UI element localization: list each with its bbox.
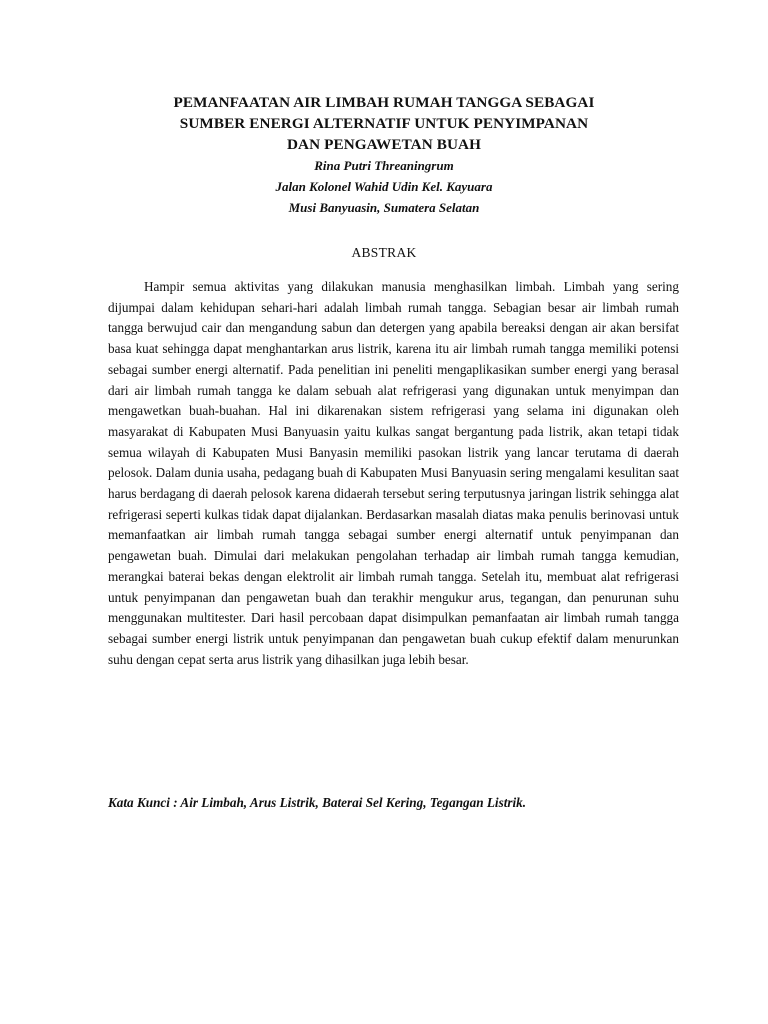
abstract-body: Hampir semua aktivitas yang dilakukan manusia menghasilkan limbah. Limbah yang sering dijumpai dalam kehidupan sehari-hari adalah limbah rumah tangga. Sebagian besar air limbah rumah tangga berwujud cair dan mengandung sabun dan detergen yang apabila bereaksi dengan air akan bersifat basa kuat sehingga dapat menghantarkan arus listrik, karena itu air limbah rumah tangga memiliki potensi sebagai sumber energi alternatif. Pada penelitian ini peneliti mengaplikasikan sumber energi yang berasal dari air limbah rumah tangga ke dalam sebuah alat refrigerasi yang digunakan untuk menyimpan dan mengawetkan buah-buahan. Hal ini dikarenakan sistem refrigerasi yang selama ini digunakan oleh masyarakat di Kabupaten Musi Banyuasin yaitu kulkas sangat bergantung pada listrik, akan tetapi tidak semua wilayah di Kabupaten Musi Banyasin memiliki pasokan listrik yang lancar terutama di daerah pelosok. Dalam dunia usaha, pedagang buah di Kabupaten Musi Banyuasin sering mengalami kesulitan saat harus berdagang di daerah pelosok karena didaerah tersebut sering terputusnya jaringan listrik sehingga alat refrigerasi seperti kulkas tidak dapat dijalankan. Berdasarkan masalah diatas maka penulis berinovasi untuk memanfaatkan air limbah rumah tangga sebagai sumber energi alternatif untuk penyimpanan dan pengawetan buah. Dimulai dari melakukan pengolahan terhadap air limbah rumah tangga kemudian, merangkai baterai bekas dengan elektrolit air limbah rumah tangga. Setelah itu, membuat alat refrigerasi untuk penyimpanan dan pengawetan buah dan terakhir mengukur arus, tegangan, dan penurunan suhu menggunakan multitester. Dari hasil percobaan dapat disimpulkan pemanfaatan air limbah rumah tangga sebagai sumber energi listrik untuk penyimpanan dan pengawetan buah cukup efektif dalam menurunkan suhu dengan cepat serta arus listrik yang dihasilkan juga lebih besar.: [108, 279, 679, 667]
author-address-line-1: Jalan Kolonel Wahid Udin Kel. Kayuara: [275, 179, 493, 194]
keywords: Kata Kunci : Air Limbah, Arus Listrik, Baterai Sel Kering, Tegangan Listrik.: [108, 795, 527, 810]
paper-title-line-3: DAN PENGAWETAN BUAH: [286, 136, 481, 153]
author-address-line-2: Musi Banyuasin, Sumatera Selatan: [288, 200, 480, 215]
paper-title-line-1: PEMANFAATAN AIR LIMBAH RUMAH TANGGA SEBAGAI: [173, 94, 595, 111]
title-block: [60, 92, 708, 218]
paper-title-line-2: SUMBER ENERGI ALTERNATIF UNTUK PENYIMPANAN: [179, 115, 589, 132]
author-name: Rina Putri Threaningrum: [314, 158, 454, 173]
abstract-heading: ABSTRAK: [351, 245, 417, 260]
